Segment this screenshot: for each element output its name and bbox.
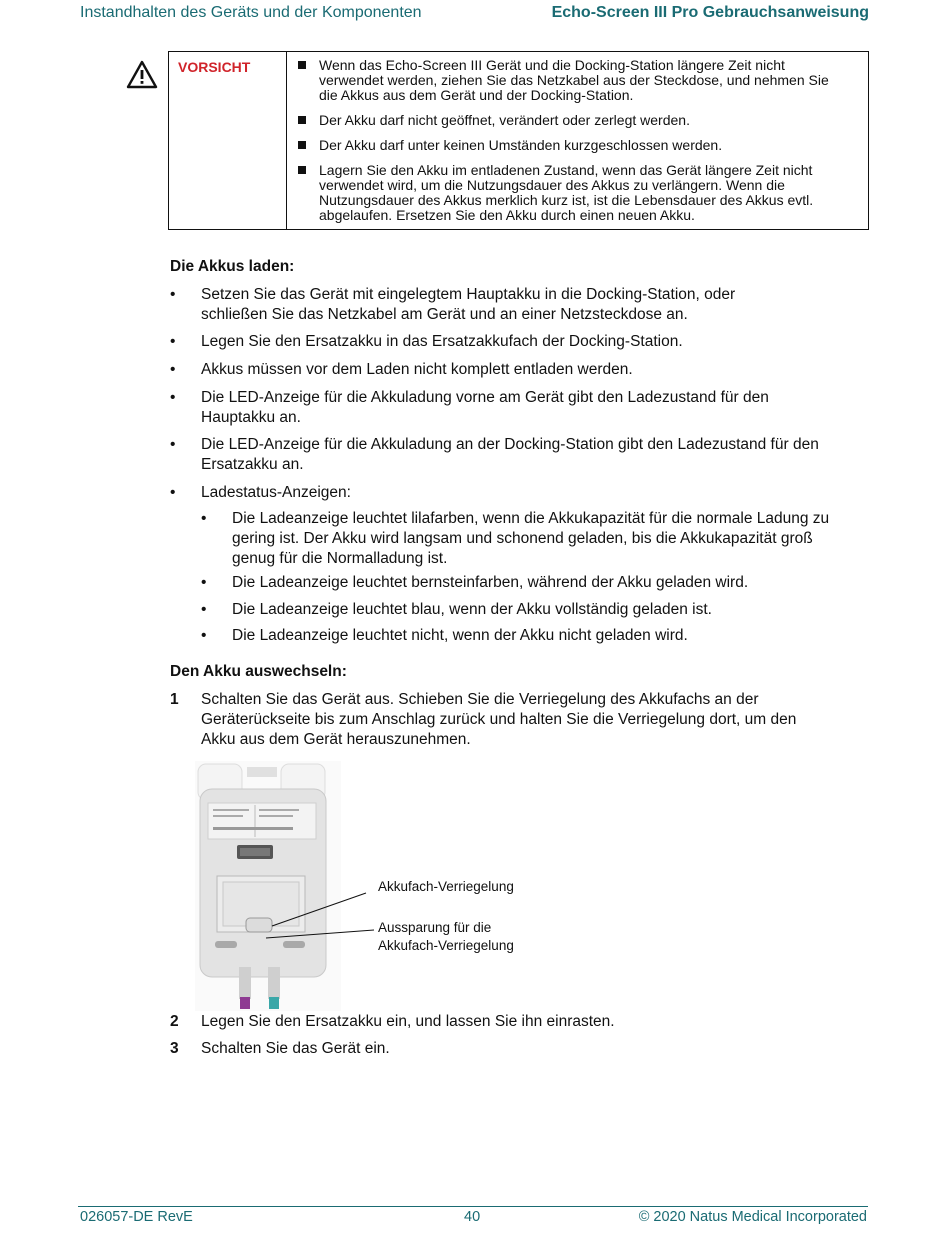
charging-heading: Die Akkus laden: <box>170 258 295 275</box>
footer-divider <box>78 1206 868 1207</box>
header-manual-title: Echo-Screen III Pro Gebrauchsanweisung <box>551 4 869 21</box>
caution-item: Der Akku darf unter keinen Umständen kurzgeschlossen werden. <box>297 138 836 153</box>
status-list-item: • Die Ladeanzeige leuchtet blau, wenn der Akku vollständig geladen ist. <box>201 601 712 618</box>
list-item: • Akkus müssen vor dem Laden nicht komplett entladen werden. <box>170 361 633 378</box>
callout-latch-label: Akkufach-Verriegelung <box>378 879 514 894</box>
device-back-photo <box>195 761 341 1011</box>
list-item: • Setzen Sie das Gerät mit eingelegtem Hauptakku in die Docking-Station, oder schließen Sie das Netzkabel am Gerät und an einer Netzsteckdose an. <box>170 286 736 323</box>
square-bullet-icon <box>298 141 306 149</box>
caution-item: Lagern Sie den Akku im entladenen Zustand, wenn das Gerät längere Zeit nicht verwendet wird, um die Nutzungsdauer des Akkus zu verlängern. Wenn die Nutzungsdauer des Akkus merklich kurz ist, ist die Lebensdauer des Akkus evtl. abgelaufen. Ersetzen Sie den Akku durch einen neuen Akku. <box>297 163 836 223</box>
caution-item: Wenn das Echo-Screen III Gerät und die Docking-Station längere Zeit nicht verwendet werden, ziehen Sie das Netzkabel aus der Steckdose, und nehmen Sie die Akkus aus dem Gerät und der Docking-Station. <box>297 58 836 103</box>
status-list-item: • Die Ladeanzeige leuchtet bernsteinfarben, während der Akku geladen wird. <box>201 574 749 591</box>
list-item: • Ladestatus-Anzeigen: <box>170 484 351 501</box>
caution-item: Der Akku darf nicht geöffnet, verändert oder zerlegt werden. <box>297 113 836 128</box>
step-item: 3 Schalten Sie das Gerät ein. <box>170 1040 390 1057</box>
step-item: 2 Legen Sie den Ersatzakku ein, und lassen Sie ihn einrasten. <box>170 1013 615 1030</box>
caution-label: VORSICHT <box>169 52 287 230</box>
list-item: • Legen Sie den Ersatzakku in das Ersatzakkufach der Docking-Station. <box>170 333 683 350</box>
status-list-item: • Die Ladeanzeige leuchtet nicht, wenn der Akku nicht geladen wird. <box>201 627 688 644</box>
caution-list <box>287 52 869 230</box>
callout-recess-label-line2: Akkufach-Verriegelung <box>378 938 514 953</box>
square-bullet-icon <box>298 166 306 174</box>
square-bullet-icon <box>298 61 306 69</box>
warning-triangle-icon <box>126 60 158 90</box>
status-list-item: • Die Ladeanzeige leuchtet lilafarben, wenn die Akkukapazität für die normale Ladung zu gering ist. Der Akku wird langsam und schonend geladen, bis die Akkukapazität groß genug für die Normalladung ist. <box>201 510 830 567</box>
footer-copyright: © 2020 Natus Medical Incorporated <box>638 1209 867 1225</box>
square-bullet-icon <box>298 116 306 124</box>
footer-doc-id: 026057-DE RevE <box>80 1209 193 1225</box>
header-section-title: Instandhalten des Geräts und der Komponenten <box>80 4 422 21</box>
list-item: • Die LED-Anzeige für die Akkuladung vorne am Gerät gibt den Ladezustand für den Hauptakku an. <box>170 389 769 426</box>
list-item: • Die LED-Anzeige für die Akkuladung an der Docking-Station gibt den Ladezustand für den Ersatzakku an. <box>170 436 819 473</box>
caution-box <box>168 51 869 230</box>
footer-page-number: 40 <box>464 1209 481 1225</box>
replace-heading: Den Akku auswechseln: <box>170 663 347 680</box>
callout-recess-label-line1: Aussparung für die <box>378 920 492 935</box>
step-item: 1 Schalten Sie das Gerät aus. Schieben Sie die Verriegelung des Akkufachs an der Geräterückseite bis zum Anschlag zurück und halten Sie die Verriegelung dort, um den Akku aus dem Gerät herauszunehmen. <box>170 691 797 748</box>
